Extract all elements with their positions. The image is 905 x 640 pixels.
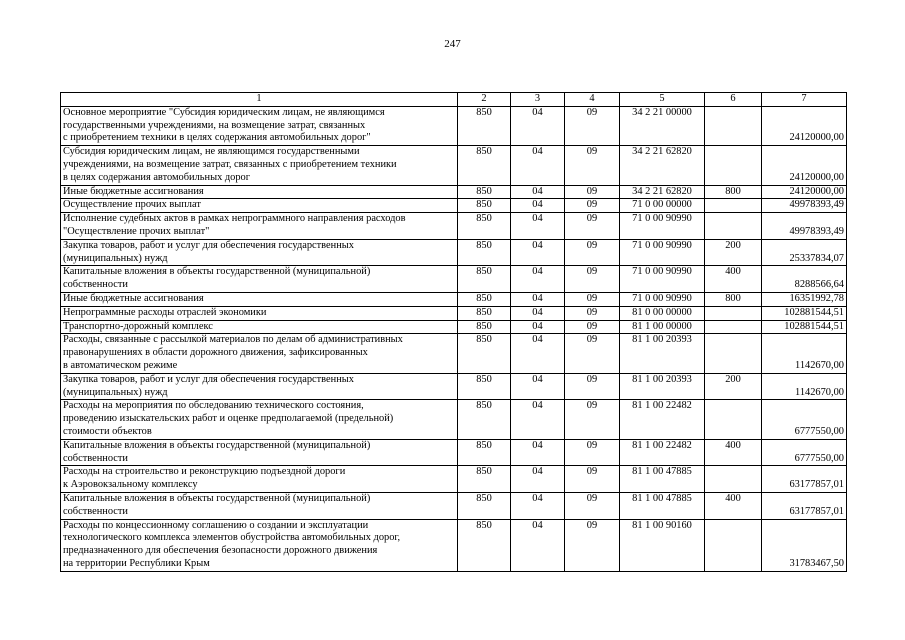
row-section-cell: 04 bbox=[511, 439, 565, 466]
column-header: 4 bbox=[565, 93, 620, 107]
row-section-cell: 04 bbox=[511, 146, 565, 185]
row-amount-cell: 1142670,00 bbox=[762, 373, 847, 400]
row-section-cell: 04 bbox=[511, 266, 565, 293]
row-section-cell: 04 bbox=[511, 519, 565, 571]
table-row bbox=[61, 306, 847, 320]
table-header-row bbox=[61, 93, 847, 107]
row-name-cell: Расходы по концессионному соглашению о создании и эксплуатации технологического комплекса элементов обустройства автомобильных дорог, предназначенного для обеспечения безопасности дорожного движения на территории Республики Крым bbox=[61, 519, 458, 571]
row-amount-cell: 24120000,00 bbox=[762, 106, 847, 145]
row-target-article-cell: 34 2 21 00000 bbox=[620, 106, 705, 145]
row-expense-type-cell bbox=[705, 106, 762, 145]
row-amount-cell: 24120000,00 bbox=[762, 146, 847, 185]
row-amount-cell: 8288566,64 bbox=[762, 266, 847, 293]
row-subsection-cell: 09 bbox=[565, 199, 620, 213]
row-subsection-cell: 09 bbox=[565, 334, 620, 373]
table-row bbox=[61, 334, 847, 373]
row-expense-type-cell bbox=[705, 519, 762, 571]
row-ministry-code-cell: 850 bbox=[458, 146, 511, 185]
row-amount-cell: 16351992,78 bbox=[762, 292, 847, 306]
row-subsection-cell: 09 bbox=[565, 320, 620, 334]
row-subsection-cell: 09 bbox=[565, 106, 620, 145]
row-expense-type-cell: 800 bbox=[705, 185, 762, 199]
row-expense-type-cell bbox=[705, 400, 762, 439]
row-amount-cell: 49978393,49 bbox=[762, 199, 847, 213]
row-name-cell: Исполнение судебных актов в рамках непрограммного направления расходов "Осуществление прочих выплат" bbox=[61, 213, 458, 240]
row-name-cell: Иные бюджетные ассигнования bbox=[61, 292, 458, 306]
row-expense-type-cell bbox=[705, 320, 762, 334]
row-amount-cell: 6777550,00 bbox=[762, 400, 847, 439]
table-row bbox=[61, 466, 847, 493]
row-amount-cell: 49978393,49 bbox=[762, 213, 847, 240]
table-row bbox=[61, 292, 847, 306]
row-ministry-code-cell: 850 bbox=[458, 306, 511, 320]
row-target-article-cell: 81 0 00 00000 bbox=[620, 306, 705, 320]
row-target-article-cell: 71 0 00 90990 bbox=[620, 213, 705, 240]
row-section-cell: 04 bbox=[511, 213, 565, 240]
row-name-cell: Субсидия юридическим лицам, не являющимся государственными учреждениями, на возмещение затрат, связанных с приобретением техники в целях содержания автомобильных дорог bbox=[61, 146, 458, 185]
row-section-cell: 04 bbox=[511, 292, 565, 306]
row-expense-type-cell: 400 bbox=[705, 266, 762, 293]
row-ministry-code-cell: 850 bbox=[458, 334, 511, 373]
row-target-article-cell: 71 0 00 90990 bbox=[620, 292, 705, 306]
row-amount-cell: 1142670,00 bbox=[762, 334, 847, 373]
row-expense-type-cell bbox=[705, 334, 762, 373]
row-section-cell: 04 bbox=[511, 492, 565, 519]
row-ministry-code-cell: 850 bbox=[458, 400, 511, 439]
row-ministry-code-cell: 850 bbox=[458, 292, 511, 306]
row-subsection-cell: 09 bbox=[565, 239, 620, 266]
row-ministry-code-cell: 850 bbox=[458, 106, 511, 145]
row-subsection-cell: 09 bbox=[565, 400, 620, 439]
row-name-cell: Иные бюджетные ассигнования bbox=[61, 185, 458, 199]
row-ministry-code-cell: 850 bbox=[458, 492, 511, 519]
row-target-article-cell: 81 1 00 20393 bbox=[620, 334, 705, 373]
row-name-cell: Закупка товаров, работ и услуг для обеспечения государственных (муниципальных) нужд bbox=[61, 373, 458, 400]
row-ministry-code-cell: 850 bbox=[458, 185, 511, 199]
page-number: 247 bbox=[444, 38, 461, 50]
table-row bbox=[61, 320, 847, 334]
table-row bbox=[61, 199, 847, 213]
row-expense-type-cell bbox=[705, 199, 762, 213]
row-name-cell: Закупка товаров, работ и услуг для обеспечения государственных (муниципальных) нужд bbox=[61, 239, 458, 266]
row-subsection-cell: 09 bbox=[565, 373, 620, 400]
column-header: 2 bbox=[458, 93, 511, 107]
table-row bbox=[61, 492, 847, 519]
row-ministry-code-cell: 850 bbox=[458, 519, 511, 571]
column-header: 6 bbox=[705, 93, 762, 107]
row-section-cell: 04 bbox=[511, 466, 565, 493]
row-target-article-cell: 81 1 00 20393 bbox=[620, 373, 705, 400]
table-row bbox=[61, 400, 847, 439]
table-row bbox=[61, 106, 847, 145]
table-row bbox=[61, 213, 847, 240]
row-section-cell: 04 bbox=[511, 334, 565, 373]
column-header: 3 bbox=[511, 93, 565, 107]
row-subsection-cell: 09 bbox=[565, 266, 620, 293]
row-subsection-cell: 09 bbox=[565, 439, 620, 466]
row-section-cell: 04 bbox=[511, 106, 565, 145]
table-row bbox=[61, 373, 847, 400]
row-name-cell: Расходы на мероприятия по обследованию технического состояния, проведению изыскательских работ и оценке предполагаемой (предельной) стоимости объектов bbox=[61, 400, 458, 439]
row-section-cell: 04 bbox=[511, 306, 565, 320]
row-subsection-cell: 09 bbox=[565, 292, 620, 306]
row-amount-cell: 102881544,51 bbox=[762, 306, 847, 320]
row-section-cell: 04 bbox=[511, 239, 565, 266]
row-section-cell: 04 bbox=[511, 400, 565, 439]
row-expense-type-cell: 800 bbox=[705, 292, 762, 306]
row-amount-cell: 63177857,01 bbox=[762, 466, 847, 493]
row-expense-type-cell bbox=[705, 466, 762, 493]
row-expense-type-cell bbox=[705, 306, 762, 320]
row-target-article-cell: 81 1 00 22482 bbox=[620, 400, 705, 439]
row-expense-type-cell: 200 bbox=[705, 373, 762, 400]
row-section-cell: 04 bbox=[511, 373, 565, 400]
row-subsection-cell: 09 bbox=[565, 492, 620, 519]
row-target-article-cell: 71 0 00 00000 bbox=[620, 199, 705, 213]
row-ministry-code-cell: 850 bbox=[458, 199, 511, 213]
row-target-article-cell: 71 0 00 90990 bbox=[620, 239, 705, 266]
row-ministry-code-cell: 850 bbox=[458, 466, 511, 493]
row-target-article-cell: 34 2 21 62820 bbox=[620, 185, 705, 199]
row-name-cell: Капитальные вложения в объекты государственной (муниципальной) собственности bbox=[61, 439, 458, 466]
row-expense-type-cell bbox=[705, 146, 762, 185]
row-ministry-code-cell: 850 bbox=[458, 439, 511, 466]
row-subsection-cell: 09 bbox=[565, 185, 620, 199]
row-ministry-code-cell: 850 bbox=[458, 213, 511, 240]
table-row bbox=[61, 146, 847, 185]
row-target-article-cell: 81 1 00 00000 bbox=[620, 320, 705, 334]
row-expense-type-cell: 200 bbox=[705, 239, 762, 266]
table-row bbox=[61, 239, 847, 266]
row-target-article-cell: 71 0 00 90990 bbox=[620, 266, 705, 293]
row-section-cell: 04 bbox=[511, 320, 565, 334]
row-target-article-cell: 81 1 00 90160 bbox=[620, 519, 705, 571]
column-header: 5 bbox=[620, 93, 705, 107]
row-expense-type-cell bbox=[705, 213, 762, 240]
row-subsection-cell: 09 bbox=[565, 146, 620, 185]
row-target-article-cell: 81 1 00 22482 bbox=[620, 439, 705, 466]
row-target-article-cell: 34 2 21 62820 bbox=[620, 146, 705, 185]
row-name-cell: Расходы, связанные с рассылкой материалов по делам об административных правонарушениях в области дорожного движения, зафиксированных в автоматическом режиме bbox=[61, 334, 458, 373]
row-ministry-code-cell: 850 bbox=[458, 266, 511, 293]
row-amount-cell: 6777550,00 bbox=[762, 439, 847, 466]
row-expense-type-cell: 400 bbox=[705, 439, 762, 466]
table-row bbox=[61, 519, 847, 571]
row-ministry-code-cell: 850 bbox=[458, 320, 511, 334]
column-header: 7 bbox=[762, 93, 847, 107]
column-header: 1 bbox=[61, 93, 458, 107]
row-subsection-cell: 09 bbox=[565, 466, 620, 493]
row-section-cell: 04 bbox=[511, 185, 565, 199]
row-amount-cell: 102881544,51 bbox=[762, 320, 847, 334]
row-subsection-cell: 09 bbox=[565, 213, 620, 240]
row-name-cell: Непрограммные расходы отраслей экономики bbox=[61, 306, 458, 320]
row-name-cell: Капитальные вложения в объекты государственной (муниципальной) собственности bbox=[61, 492, 458, 519]
row-ministry-code-cell: 850 bbox=[458, 239, 511, 266]
row-ministry-code-cell: 850 bbox=[458, 373, 511, 400]
table-row bbox=[61, 185, 847, 199]
row-name-cell: Осуществление прочих выплат bbox=[61, 199, 458, 213]
table-row bbox=[61, 266, 847, 293]
row-name-cell: Капитальные вложения в объекты государственной (муниципальной) собственности bbox=[61, 266, 458, 293]
row-amount-cell: 24120000,00 bbox=[762, 185, 847, 199]
row-name-cell: Основное мероприятие "Субсидия юридическим лицам, не являющимся государственными учреждениями, на возмещение затрат, связанных с приобретением техники в целях содержания автомобильных дорог" bbox=[61, 106, 458, 145]
row-amount-cell: 25337834,07 bbox=[762, 239, 847, 266]
row-amount-cell: 31783467,50 bbox=[762, 519, 847, 571]
budget-table bbox=[60, 92, 847, 572]
row-target-article-cell: 81 1 00 47885 bbox=[620, 492, 705, 519]
row-subsection-cell: 09 bbox=[565, 519, 620, 571]
table-row bbox=[61, 439, 847, 466]
row-subsection-cell: 09 bbox=[565, 306, 620, 320]
row-amount-cell: 63177857,01 bbox=[762, 492, 847, 519]
row-name-cell: Транспортно-дорожный комплекс bbox=[61, 320, 458, 334]
row-expense-type-cell: 400 bbox=[705, 492, 762, 519]
row-name-cell: Расходы на строительство и реконструкцию подъездной дороги к Аэровокзальному комплексу bbox=[61, 466, 458, 493]
row-section-cell: 04 bbox=[511, 199, 565, 213]
row-target-article-cell: 81 1 00 47885 bbox=[620, 466, 705, 493]
